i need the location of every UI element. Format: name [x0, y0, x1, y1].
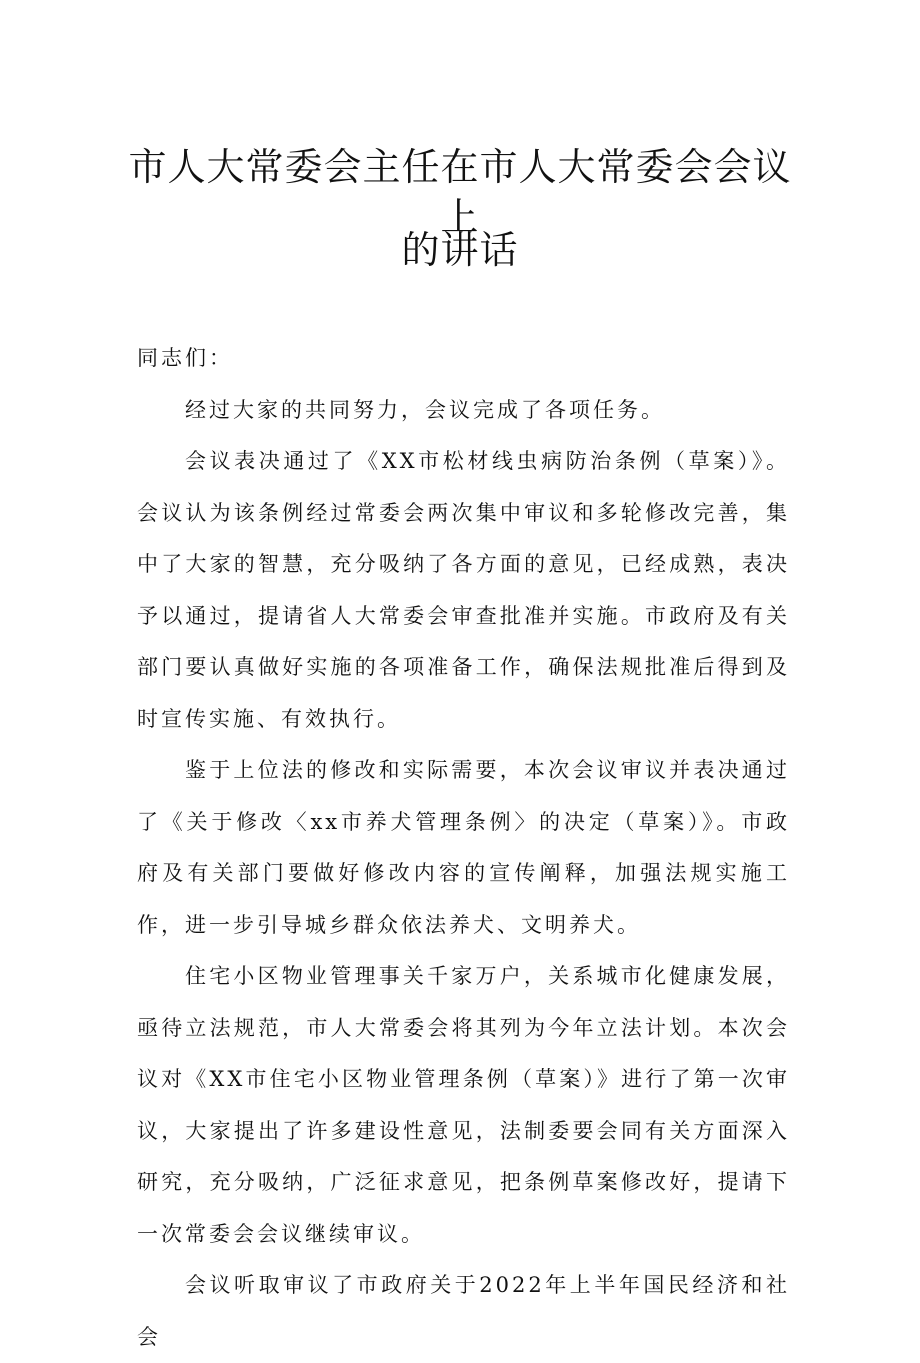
paragraph-5: 会议听取审议了市政府关于2022年上半年国民经济和社会 [137, 1273, 790, 1349]
document-title-line-2: 的讲话 [401, 228, 519, 272]
document-body [137, 333, 790, 1363]
salutation: 同志们： [137, 346, 233, 370]
paragraph-4: 住宅小区物业管理事关千家万户，关系城市化健康发展，亟待立法规范，市人大常委会将其列为今年立法计划。本次会议对《XX市住宅小区物业管理条例（草案）》进行了第一次审议，大家提出了许多建设性意见，法制委要会同有关方面深入研究，充分吸纳，广泛征求意见，把条例草案修改好，提请下一次常委会会议继续审议。 [137, 964, 790, 1246]
paragraph-3: 鉴于上位法的修改和实际需要，本次会议审议并表决通过了《关于修改〈xx市养犬管理条例〉的决定（草案）》。市政府及有关部门要做好修改内容的宣传阐释，加强法规实施工作，进一步引导城乡群众依法养犬、文明养犬。 [137, 758, 790, 937]
paragraph-2: 会议表决通过了《XX市松材线虫病防治条例（草案）》。会议认为该条例经过常委会两次集中审议和多轮修改完善，集中了大家的智慧，充分吸纳了各方面的意见，已经成熟，表决予以通过，提请省人大常委会审查批准并实施。市政府及有关部门要认真做好实施的各项准备工作，确保法规批准后得到及时宣传实施、有效执行。 [137, 449, 790, 731]
paragraph-1: 经过大家的共同努力，会议完成了各项任务。 [185, 397, 665, 422]
document-title-line-1: 市人大常委会主任在市人大常委会会议上 [128, 145, 792, 239]
